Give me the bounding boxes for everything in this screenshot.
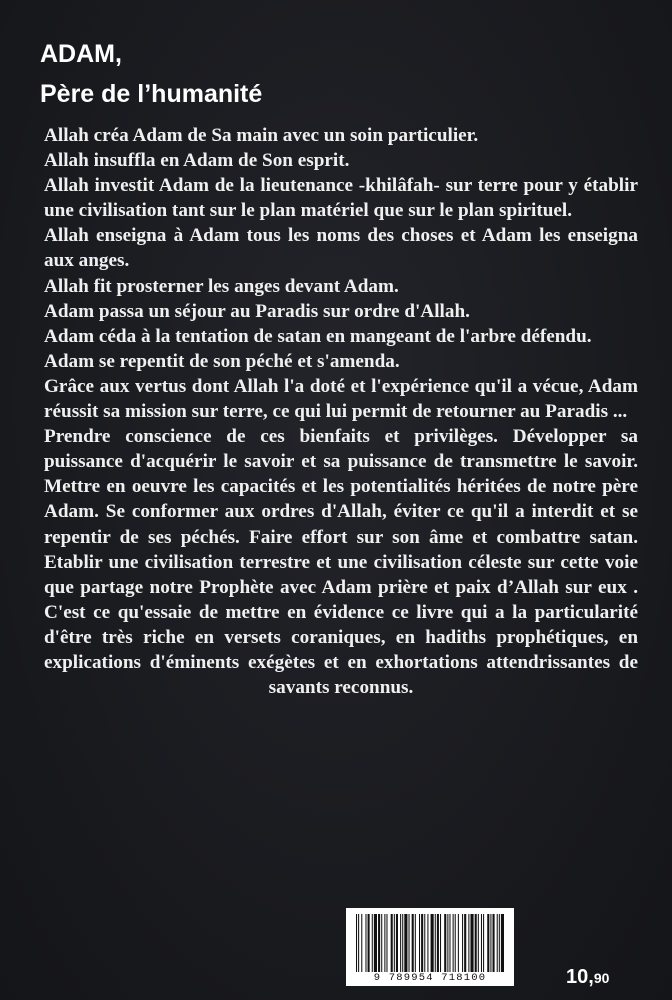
isbn-number: 9 789954 718100 xyxy=(373,972,487,984)
barcode-bar xyxy=(356,914,357,972)
barcode-bar xyxy=(400,914,401,972)
summary-paragraph: Allah insuffla en Adam de Son esprit. xyxy=(44,150,350,172)
barcode-bar xyxy=(464,914,466,972)
barcode-bar xyxy=(470,914,473,972)
barcode-bar xyxy=(447,914,448,972)
title-line-1: ADAM, xyxy=(40,40,122,68)
barcode-bar xyxy=(415,914,416,972)
barcode-bar xyxy=(458,914,459,972)
barcode-bar xyxy=(372,914,373,972)
barcode-bar xyxy=(419,914,420,972)
barcode-bar xyxy=(361,914,362,972)
barcode-bar xyxy=(378,914,380,972)
barcode-bar xyxy=(427,914,428,972)
barcode-bar xyxy=(412,914,414,972)
price-main: 10, xyxy=(566,966,594,988)
barcode-bar xyxy=(493,914,495,972)
barcode-bar xyxy=(455,914,456,972)
summary-text xyxy=(44,123,638,700)
barcode-bar xyxy=(384,914,385,972)
barcode-bar xyxy=(409,914,410,972)
barcode-bar xyxy=(391,914,393,972)
summary-paragraph: Adam céda à la tentation de satan en mangeant de l'arbre défendu. xyxy=(44,325,592,347)
price-label xyxy=(566,966,609,989)
summary-paragraph: Prendre conscience de ces bienfaits et privilèges. Développer sa puissance d'acquérir le savoir et sa puissance de transmettre le savoir. Mettre en oeuvre les capacités et les potentialités héritées de notre père Adam. Se conformer aux ordres d'Allah, éviter ce qu'il a interdit et se repentir de ses péchés. Faire effort sur son âme et combattre satan. Etablir une civilisation terrestre et une civilisation céleste sur cette voie que partage notre Prophète avec Adam prière et paix d’Allah sur eux . C'est ce qu'essaie de mettre en évidence ce livre qui a la particularité d'être très riche en versets coraniques, en hadiths prophétiques, en explications d'éminents exégètes et en exhortations attendrissantes de savants reconnus. xyxy=(44,426,638,699)
barcode-bar xyxy=(402,914,403,972)
summary-paragraph: Allah fit prosterner les anges devant Adam. xyxy=(44,275,399,297)
barcode-bar xyxy=(374,914,377,972)
book-title xyxy=(40,34,262,114)
barcode-bar xyxy=(404,914,407,972)
barcode-bar xyxy=(358,914,359,972)
barcode-bar xyxy=(475,914,477,972)
summary-paragraph: Allah créa Adam de Sa main avec un soin particulier. xyxy=(44,125,479,146)
barcode-bar xyxy=(365,914,366,972)
summary-paragraph: Grâce aux vertus dont Allah l'a doté et l'expérience qu'il a vécue, Adam réussit sa mission sur terre, ce qui lui permit de retourner au Paradis ... xyxy=(44,375,638,423)
barcode-bar xyxy=(453,914,454,972)
barcode-bar xyxy=(386,914,387,972)
barcode-bar xyxy=(449,914,450,972)
summary-paragraph: Allah enseigna à Adam tous les noms des choses et Adam les enseigna aux anges. xyxy=(44,225,638,272)
barcode-bar xyxy=(478,914,479,972)
barcode-bar xyxy=(462,914,463,972)
barcode-bar xyxy=(481,914,482,972)
summary-paragraph: Allah investit Adam de la lieutenance -khilâfah- sur terre pour y établir une civilisation tant sur le plan matériel que sur le plan spirituel. xyxy=(44,175,638,222)
barcode-bar xyxy=(499,914,500,972)
barcode-bar xyxy=(444,914,446,972)
barcode-bar xyxy=(435,914,436,972)
barcode-bar xyxy=(424,914,425,972)
summary-paragraph: Adam se repentit de son péché et s'amenda. xyxy=(44,350,400,372)
barcode-bars xyxy=(356,914,504,972)
barcode-bar xyxy=(396,914,398,972)
price-cents: 90 xyxy=(593,970,610,986)
summary-paragraph: Adam passa un séjour au Paradis sur ordre d'Allah. xyxy=(44,300,470,322)
barcode-bar xyxy=(483,914,484,972)
barcode-bar xyxy=(431,914,434,972)
barcode-bar xyxy=(490,914,491,972)
barcode-bar xyxy=(437,914,439,972)
barcode-bar xyxy=(497,914,498,972)
title-line-2: Père de l’humanité xyxy=(40,80,263,108)
barcode-bar xyxy=(368,914,370,972)
barcode-bar xyxy=(381,914,382,972)
barcode-bar xyxy=(394,914,395,972)
isbn-barcode xyxy=(346,908,514,986)
barcode-bar xyxy=(468,914,469,972)
barcode-bar xyxy=(440,914,441,972)
barcode-bar xyxy=(421,914,423,972)
barcode-bar xyxy=(501,914,504,972)
barcode-bar xyxy=(487,914,489,972)
